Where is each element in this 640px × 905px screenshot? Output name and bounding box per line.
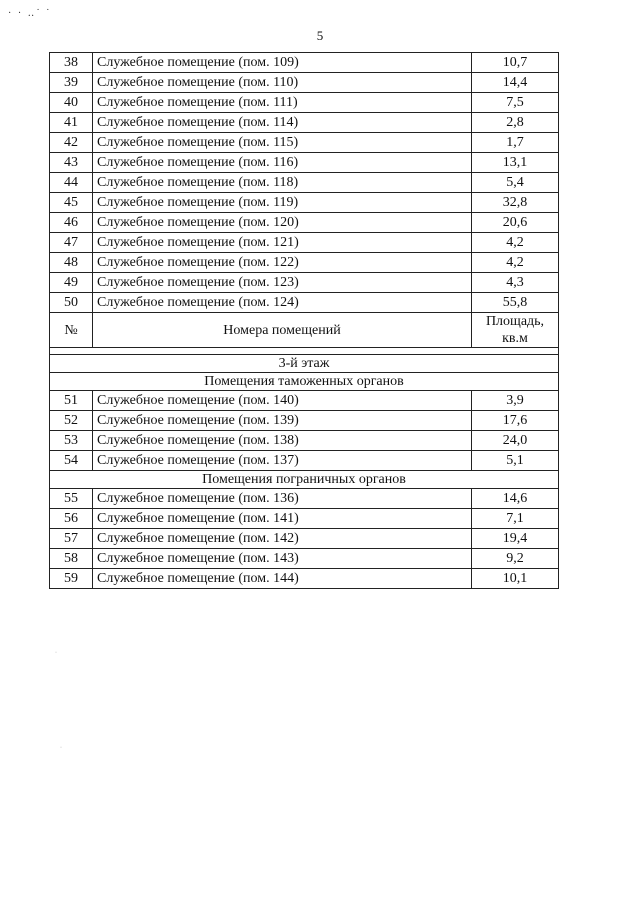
header-num: № [50, 313, 93, 348]
row-name: Служебное помещение (пом. 139) [93, 411, 472, 431]
row-name: Служебное помещение (пом. 110) [93, 73, 472, 93]
table-row [50, 293, 559, 313]
row-area: 7,1 [472, 509, 559, 529]
table-row [50, 253, 559, 273]
row-name: Служебное помещение (пом. 116) [93, 153, 472, 173]
row-num: 48 [50, 253, 93, 273]
table-row [50, 73, 559, 93]
scan-dot: · [55, 650, 57, 656]
table-row [50, 411, 559, 431]
section-customs-row [50, 373, 559, 391]
row-num: 38 [50, 53, 93, 73]
table-row [50, 569, 559, 589]
table-row [50, 153, 559, 173]
table-row [50, 509, 559, 529]
row-num: 40 [50, 93, 93, 113]
table-row [50, 451, 559, 471]
row-area: 2,8 [472, 113, 559, 133]
row-area: 9,2 [472, 549, 559, 569]
row-area: 3,9 [472, 391, 559, 411]
row-name: Служебное помещение (пом. 118) [93, 173, 472, 193]
row-num: 55 [50, 489, 93, 509]
row-num: 51 [50, 391, 93, 411]
row-area: 10,7 [472, 53, 559, 73]
row-name: Служебное помещение (пом. 140) [93, 391, 472, 411]
row-num: 46 [50, 213, 93, 233]
row-num: 47 [50, 233, 93, 253]
spacer-row [50, 348, 559, 355]
row-num: 42 [50, 133, 93, 153]
row-name: Служебное помещение (пом. 141) [93, 509, 472, 529]
table-row [50, 213, 559, 233]
header-area [472, 313, 559, 348]
rooms-table [49, 52, 559, 589]
row-num: 43 [50, 153, 93, 173]
table-row [50, 431, 559, 451]
row-name: Служебное помещение (пом. 143) [93, 549, 472, 569]
row-name: Служебное помещение (пом. 144) [93, 569, 472, 589]
row-area: 17,6 [472, 411, 559, 431]
section-border-row [50, 471, 559, 489]
row-num: 50 [50, 293, 93, 313]
row-area: 1,7 [472, 133, 559, 153]
row-num: 52 [50, 411, 93, 431]
row-name: Служебное помещение (пом. 119) [93, 193, 472, 213]
rows-group-b [50, 391, 559, 471]
table-row [50, 233, 559, 253]
row-num: 45 [50, 193, 93, 213]
row-area: 13,1 [472, 153, 559, 173]
section-border-group [50, 471, 559, 489]
row-num: 49 [50, 273, 93, 293]
row-name: Служебное помещение (пом. 115) [93, 133, 472, 153]
row-name: Служебное помещение (пом. 136) [93, 489, 472, 509]
row-num: 59 [50, 569, 93, 589]
header-area-line2: кв.м [502, 331, 528, 346]
section-border-label: Помещения пограничных органов [50, 471, 559, 489]
scan-dot: · [60, 745, 62, 751]
row-area: 5,1 [472, 451, 559, 471]
row-area: 55,8 [472, 293, 559, 313]
row-area: 32,8 [472, 193, 559, 213]
table-row [50, 273, 559, 293]
spacer-cell [50, 348, 559, 355]
row-num: 58 [50, 549, 93, 569]
rows-group-a [50, 53, 559, 313]
row-name: Служебное помещение (пом. 122) [93, 253, 472, 273]
row-name: Служебное помещение (пом. 124) [93, 293, 472, 313]
row-name: Служебное помещение (пом. 138) [93, 431, 472, 451]
table-row [50, 391, 559, 411]
row-num: 53 [50, 431, 93, 451]
row-area: 4,3 [472, 273, 559, 293]
table-row [50, 529, 559, 549]
row-name: Служебное помещение (пом. 111) [93, 93, 472, 113]
row-area: 14,6 [472, 489, 559, 509]
row-area: 20,6 [472, 213, 559, 233]
row-num: 57 [50, 529, 93, 549]
row-area: 4,2 [472, 233, 559, 253]
table-row [50, 173, 559, 193]
page-number: 5 [316, 28, 324, 43]
table-row [50, 113, 559, 133]
table-row [50, 549, 559, 569]
row-area: 14,4 [472, 73, 559, 93]
row-area: 24,0 [472, 431, 559, 451]
row-name: Служебное помещение (пом. 109) [93, 53, 472, 73]
row-num: 44 [50, 173, 93, 193]
row-name: Служебное помещение (пом. 142) [93, 529, 472, 549]
row-name: Служебное помещение (пом. 121) [93, 233, 472, 253]
row-num: 54 [50, 451, 93, 471]
table-header-group [50, 313, 559, 391]
row-name: Служебное помещение (пом. 120) [93, 213, 472, 233]
row-name: Служебное помещение (пом. 137) [93, 451, 472, 471]
table-row [50, 93, 559, 113]
row-num: 39 [50, 73, 93, 93]
row-area: 19,4 [472, 529, 559, 549]
table-row [50, 133, 559, 153]
row-area: 4,2 [472, 253, 559, 273]
header-area-line1: Площадь, [485, 314, 545, 329]
table-row [50, 489, 559, 509]
floor-row [50, 355, 559, 373]
floor-label: 3-й этаж [50, 355, 559, 373]
section-customs-label: Помещения таможенных органов [50, 373, 559, 391]
row-num: 41 [50, 113, 93, 133]
table-row [50, 193, 559, 213]
row-area: 10,1 [472, 569, 559, 589]
scan-specks: · · ‥˙ ˙ [8, 8, 52, 19]
header-name: Номера помещений [93, 313, 472, 348]
table-row [50, 53, 559, 73]
table-header-row [50, 313, 559, 348]
row-name: Служебное помещение (пом. 123) [93, 273, 472, 293]
row-area: 7,5 [472, 93, 559, 113]
row-num: 56 [50, 509, 93, 529]
rows-group-c [50, 489, 559, 589]
row-area: 5,4 [472, 173, 559, 193]
row-name: Служебное помещение (пом. 114) [93, 113, 472, 133]
